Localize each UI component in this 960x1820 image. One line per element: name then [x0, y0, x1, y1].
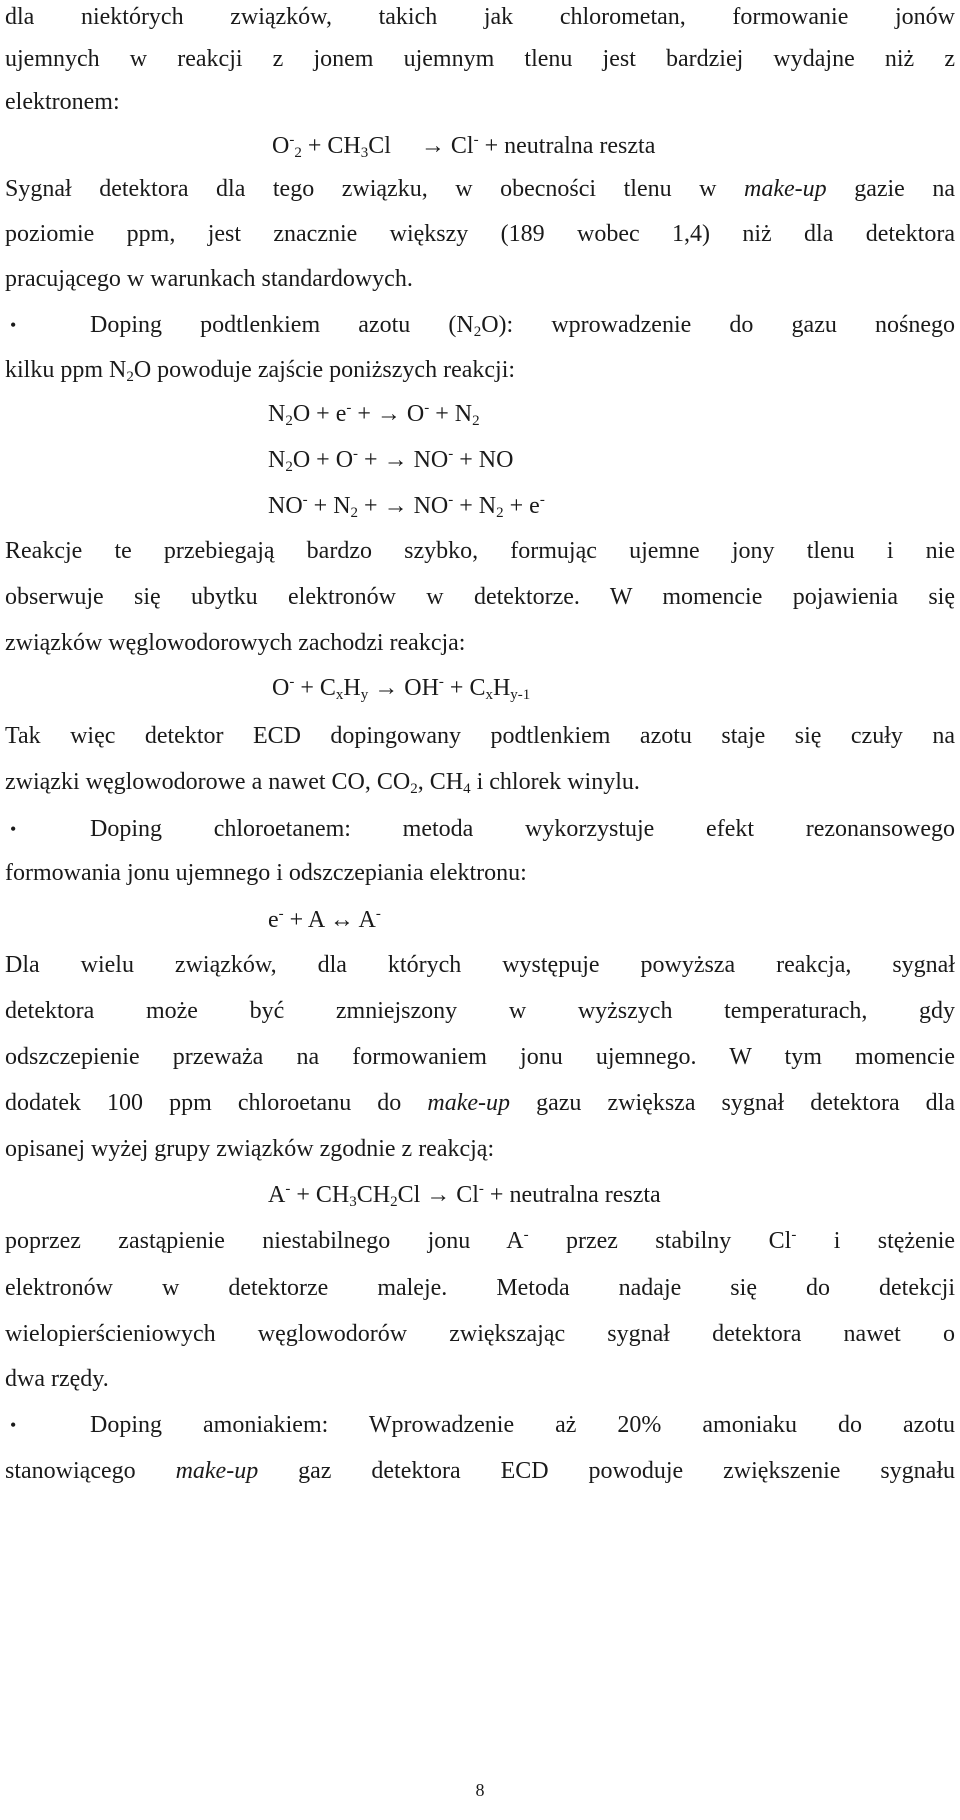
text-line: Tak więc detektor ECD dopingowany podtlenkiem azotu staje się czuły na — [5, 723, 955, 749]
bullet-icon: • — [10, 1415, 17, 1435]
text-line: formowania jonu ujemnego i odszczepiania elektronu: — [5, 860, 527, 886]
text-line: Sygnał detektora dla tego związku, w obecności tlenu w make-up gazie na — [5, 176, 956, 202]
text-line: elektronem: — [5, 89, 120, 115]
text-line: związki węglowodorowe a nawet CO, $CO_2$, $CH_4$ i chlorek winylu. — [5, 769, 640, 797]
text-line: związków węglowodorowych zachodzi reakcja: — [5, 630, 466, 656]
text-line: poprzez zastąpienie niestabilnego jonu A- przez stabilny Cl- i stężenie — [5, 1227, 956, 1254]
text-line: Doping amoniakiem: Wprowadzenie aż 20% amoniaku do azotu — [90, 1412, 955, 1438]
text-line: opisanej wyżej grupy związków zgodnie z reakcją: — [5, 1136, 495, 1162]
text-line: dodatek 100 ppm chloroetanu do make-up gazu zwiększa sygnał detektora dla — [5, 1090, 956, 1116]
text-line: dla niektórych związków, takich jak chlorometan, formowanie jonów — [5, 4, 955, 30]
text-line: elektronów w detektorze maleje. Metoda nadaje się do detekcji — [5, 1275, 955, 1301]
text-line: detektora może być zmniejszony w wyższych temperaturach, gdy — [5, 998, 955, 1024]
page-number: 8 — [475, 1780, 485, 1800]
text-line: Doping chloroetanem: metoda wykorzystuje efekt rezonansowego — [90, 816, 955, 842]
text-line: Doping podtlenkiem azotu $(N_2O)$: wprowadzenie do gazu nośnego — [90, 312, 955, 340]
text-line: wielopierścieniowych węglowodorów zwiększając sygnał detektora nawet o — [5, 1321, 955, 1347]
equation-no-nitrogen: $NO^- + N_2$ + → $NO^- + N_2 + e^-$ — [268, 492, 545, 521]
text-line: kilku ppm $N_2O$ powoduje zajście poniższych reakcji: — [5, 357, 516, 385]
text-line: pracującego w warunkach standardowych. — [5, 266, 413, 292]
text-line: stanowiącego make-up gaz detektora ECD powoduje zwiększenie sygnału — [5, 1458, 955, 1484]
text-line: obserwuje się ubytku elektronów w detektorze. W momencie pojawienia się — [5, 584, 955, 610]
equation-n2o-oxygen: $N_2O + O^-$ + → NO- + NO — [268, 446, 514, 475]
text-line: Reakcje te przebiegają bardzo szybko, formując ujemne jony tlenu i nie — [5, 538, 955, 564]
bullet-icon: • — [10, 819, 17, 839]
text-line: ujemnych w reakcji z jonem ujemnym tlenu jest bardziej wydajne niż z — [5, 46, 955, 72]
equation-chloroethane: $A^- + CH_3CH_2Cl \to Cl^-$ + neutralna reszta — [268, 1181, 661, 1210]
text-line: Dla wielu związków, dla których występuje powyższa reakcja, sygnał — [5, 952, 955, 978]
equation-chloromethane: $O^-_2 + CH_3Cl$ → Cl- + neutralna reszta — [272, 132, 656, 161]
text-line: dwa rzędy. — [5, 1366, 109, 1392]
text-line: odszczepienie przeważa na formowaniem jonu ujemnego. W tym momencie — [5, 1044, 955, 1070]
equation-hydrocarbon: $O^- + C_xH_y \to OH^- + C_xH_{y-1}$ — [272, 674, 531, 703]
equation-resonance: e- + A ↔ A- — [268, 906, 381, 933]
equation-n2o-electron: $N_2O + e^-$ + → $O^- + N_2$ — [268, 400, 480, 429]
bullet-icon: • — [10, 315, 17, 335]
text-line: poziomie ppm, jest znacznie większy (189 wobec 1,4) niż dla detektora — [5, 221, 955, 247]
